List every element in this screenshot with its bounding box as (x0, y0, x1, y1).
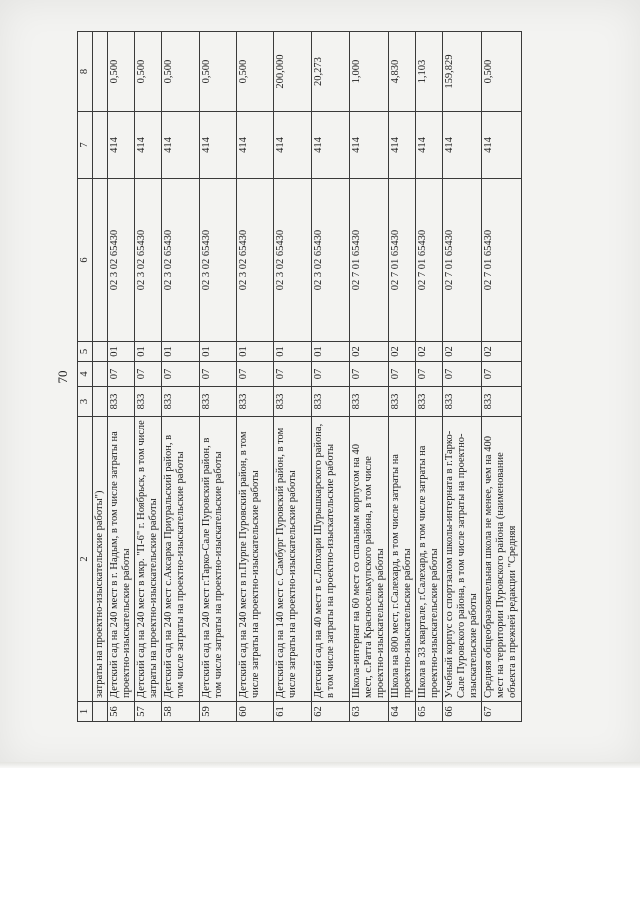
header-cell: 3 (78, 387, 93, 417)
empty-cell (93, 362, 108, 387)
ministry-code-cell: 833 (389, 387, 416, 417)
expense-type-code-cell: 414 (135, 112, 162, 179)
object-name-cell: Детский сад на 240 мест г.Тарко-Сале Пуровский район, в том числе затраты на проектно-изыскательские работы (200, 417, 237, 702)
amount-cell: 0,500 (482, 32, 522, 112)
target-article-code-cell: 02 3 02 65430 (135, 179, 162, 342)
table-body (93, 32, 522, 722)
target-article-code-cell: 02 3 02 65430 (200, 179, 237, 342)
subsection-code-cell: 02 (350, 342, 389, 362)
ministry-code-cell: 833 (237, 387, 274, 417)
section-code-cell: 07 (389, 362, 416, 387)
expense-type-code-cell: 414 (162, 112, 200, 179)
ministry-code-cell: 833 (443, 387, 482, 417)
object-name-cell: Детский сад на 240 мест в г. Надым, в том числе затраты на проектно-изыскательские работы (108, 417, 135, 702)
ministry-code-cell: 833 (350, 387, 389, 417)
object-name-cell: Детский сад на 240 мест в мкр. "П-6" г. Ноябрьск, в том числе затраты на проектно-изыскательские работы (135, 417, 162, 702)
row-number-cell: 66 (443, 702, 482, 722)
scan-edge (0, 762, 640, 768)
subsection-code-cell: 01 (162, 342, 200, 362)
subsection-code-cell: 02 (482, 342, 522, 362)
subsection-code-cell: 01 (108, 342, 135, 362)
target-article-code-cell: 02 7 01 65430 (443, 179, 482, 342)
row-number-cell: 67 (482, 702, 522, 722)
subsection-code-cell: 01 (312, 342, 350, 362)
ministry-code-cell: 833 (135, 387, 162, 417)
header-cell: 2 (78, 417, 93, 702)
section-code-cell: 07 (312, 362, 350, 387)
row-number-cell: 60 (237, 702, 274, 722)
table-row (312, 32, 350, 722)
header-cell: 7 (78, 112, 93, 179)
expense-type-code-cell: 414 (482, 112, 522, 179)
expense-type-code-cell: 414 (443, 112, 482, 179)
expense-type-code-cell: 414 (389, 112, 416, 179)
subsection-code-cell: 01 (237, 342, 274, 362)
row-number-cell: 61 (274, 702, 312, 722)
empty-cell (93, 387, 108, 417)
object-name-cell: Детский сад на 240 мест с.Аксарка Приуральский район, в том числе затраты на проектно-изыскательские работы (162, 417, 200, 702)
expense-type-code-cell: 414 (237, 112, 274, 179)
expense-type-code-cell: 414 (200, 112, 237, 179)
expense-type-code-cell: 414 (416, 112, 443, 179)
row-number-cell: 57 (135, 702, 162, 722)
header-cell: 1 (78, 702, 93, 722)
subsection-code-cell: 02 (389, 342, 416, 362)
section-code-cell: 07 (108, 362, 135, 387)
target-article-code-cell: 02 3 02 65430 (274, 179, 312, 342)
amount-cell: 1,000 (350, 32, 389, 112)
subsection-code-cell: 01 (200, 342, 237, 362)
row-number-cell: 56 (108, 702, 135, 722)
ministry-code-cell: 833 (162, 387, 200, 417)
object-name-cell: Школа в 33 квартале, г.Салехард, в том числе затраты на проектно-изыскательские работы (416, 417, 443, 702)
subsection-code-cell: 01 (274, 342, 312, 362)
row-number-cell: 62 (312, 702, 350, 722)
table-row (350, 32, 389, 722)
amount-cell: 20,273 (312, 32, 350, 112)
target-article-code-cell: 02 7 01 65430 (482, 179, 522, 342)
amount-cell: 1,103 (416, 32, 443, 112)
ministry-code-cell: 833 (312, 387, 350, 417)
header-cell: 8 (78, 32, 93, 112)
object-name-cell: Школа-интернат на 60 мест со спальным корпусом на 40 мест, с.Ратта Красноселькупского района, в том числе проектно-изыскательские работы (350, 417, 389, 702)
table-row (108, 32, 135, 722)
expense-type-code-cell: 414 (350, 112, 389, 179)
expense-type-code-cell: 414 (274, 112, 312, 179)
object-name-cell: Средняя общеобразовательная школа не менее, чем на 400 мест на территории Пуровского района (наименование объекта в прежней редакции "Средняя (482, 417, 522, 702)
section-code-cell: 07 (416, 362, 443, 387)
continuation-text: затраты на проектно-изыскательские работы") (93, 417, 108, 702)
ministry-code-cell: 833 (108, 387, 135, 417)
target-article-code-cell: 02 3 02 65430 (237, 179, 274, 342)
expense-type-code-cell: 414 (108, 112, 135, 179)
table-row (237, 32, 274, 722)
subsection-code-cell: 02 (443, 342, 482, 362)
section-code-cell: 07 (237, 362, 274, 387)
empty-cell (93, 702, 108, 722)
section-code-cell: 07 (135, 362, 162, 387)
section-code-cell: 07 (200, 362, 237, 387)
header-cell: 5 (78, 342, 93, 362)
empty-cell (93, 112, 108, 179)
object-name-cell: Учебный корпус со спортзалом школы-интерната в г.Тарко-Сале Пуровского района, в том числе затраты на проектно-изыскательские работы (443, 417, 482, 702)
amount-cell: 4,830 (389, 32, 416, 112)
empty-cell (93, 179, 108, 342)
subsection-code-cell: 02 (416, 342, 443, 362)
row-number-cell: 63 (350, 702, 389, 722)
row-number-cell: 58 (162, 702, 200, 722)
section-code-cell: 07 (350, 362, 389, 387)
target-article-code-cell: 02 7 01 65430 (416, 179, 443, 342)
empty-cell (93, 342, 108, 362)
ministry-code-cell: 833 (274, 387, 312, 417)
table-row (200, 32, 237, 722)
budget-table (77, 31, 522, 722)
amount-cell: 0,500 (200, 32, 237, 112)
target-article-code-cell: 02 7 01 65430 (350, 179, 389, 342)
section-code-cell: 07 (274, 362, 312, 387)
rotated-content (55, 32, 615, 722)
row-number-cell: 65 (416, 702, 443, 722)
subsection-code-cell: 01 (135, 342, 162, 362)
target-article-code-cell: 02 7 01 65430 (389, 179, 416, 342)
amount-cell: 0,500 (108, 32, 135, 112)
table-row (162, 32, 200, 722)
amount-cell: 159,829 (443, 32, 482, 112)
table-row (482, 32, 522, 722)
table-row (135, 32, 162, 722)
target-article-code-cell: 02 3 02 65430 (312, 179, 350, 342)
amount-cell: 200,000 (274, 32, 312, 112)
continuation-row (93, 32, 108, 722)
target-article-code-cell: 02 3 02 65430 (108, 179, 135, 342)
row-number-cell: 59 (200, 702, 237, 722)
table-row (274, 32, 312, 722)
amount-cell: 0,500 (135, 32, 162, 112)
header-cell: 6 (78, 179, 93, 342)
table-row (389, 32, 416, 722)
amount-cell: 0,500 (162, 32, 200, 112)
ministry-code-cell: 833 (416, 387, 443, 417)
row-number-cell: 64 (389, 702, 416, 722)
expense-type-code-cell: 414 (312, 112, 350, 179)
table-row (443, 32, 482, 722)
page-number: 70 (55, 370, 70, 384)
object-name-cell: Детский сад на 240 мест в п.Пурпе Пуровский район, в том числе затраты на проектно-изыскательские работы (237, 417, 274, 702)
object-name-cell: Школа на 800 мест, г.Салехард, в том числе затраты на проектно-изыскательские работы (389, 417, 416, 702)
header-cell: 4 (78, 362, 93, 387)
amount-cell: 0,500 (237, 32, 274, 112)
object-name-cell: Детский сад на 140 мест с. Самбург Пуровский район, в том числе затраты на проектно-изыскательские работы (274, 417, 312, 702)
target-article-code-cell: 02 3 02 65430 (162, 179, 200, 342)
table-row (416, 32, 443, 722)
ministry-code-cell: 833 (482, 387, 522, 417)
object-name-cell: Детский сад на 40 мест в с.Лопхари Шурышкарского района, в том числе затраты на проектно-изыскательские работы (312, 417, 350, 702)
section-code-cell: 07 (482, 362, 522, 387)
header-row (78, 32, 93, 722)
empty-cell (93, 32, 108, 112)
section-code-cell: 07 (162, 362, 200, 387)
section-code-cell: 07 (443, 362, 482, 387)
ministry-code-cell: 833 (200, 387, 237, 417)
